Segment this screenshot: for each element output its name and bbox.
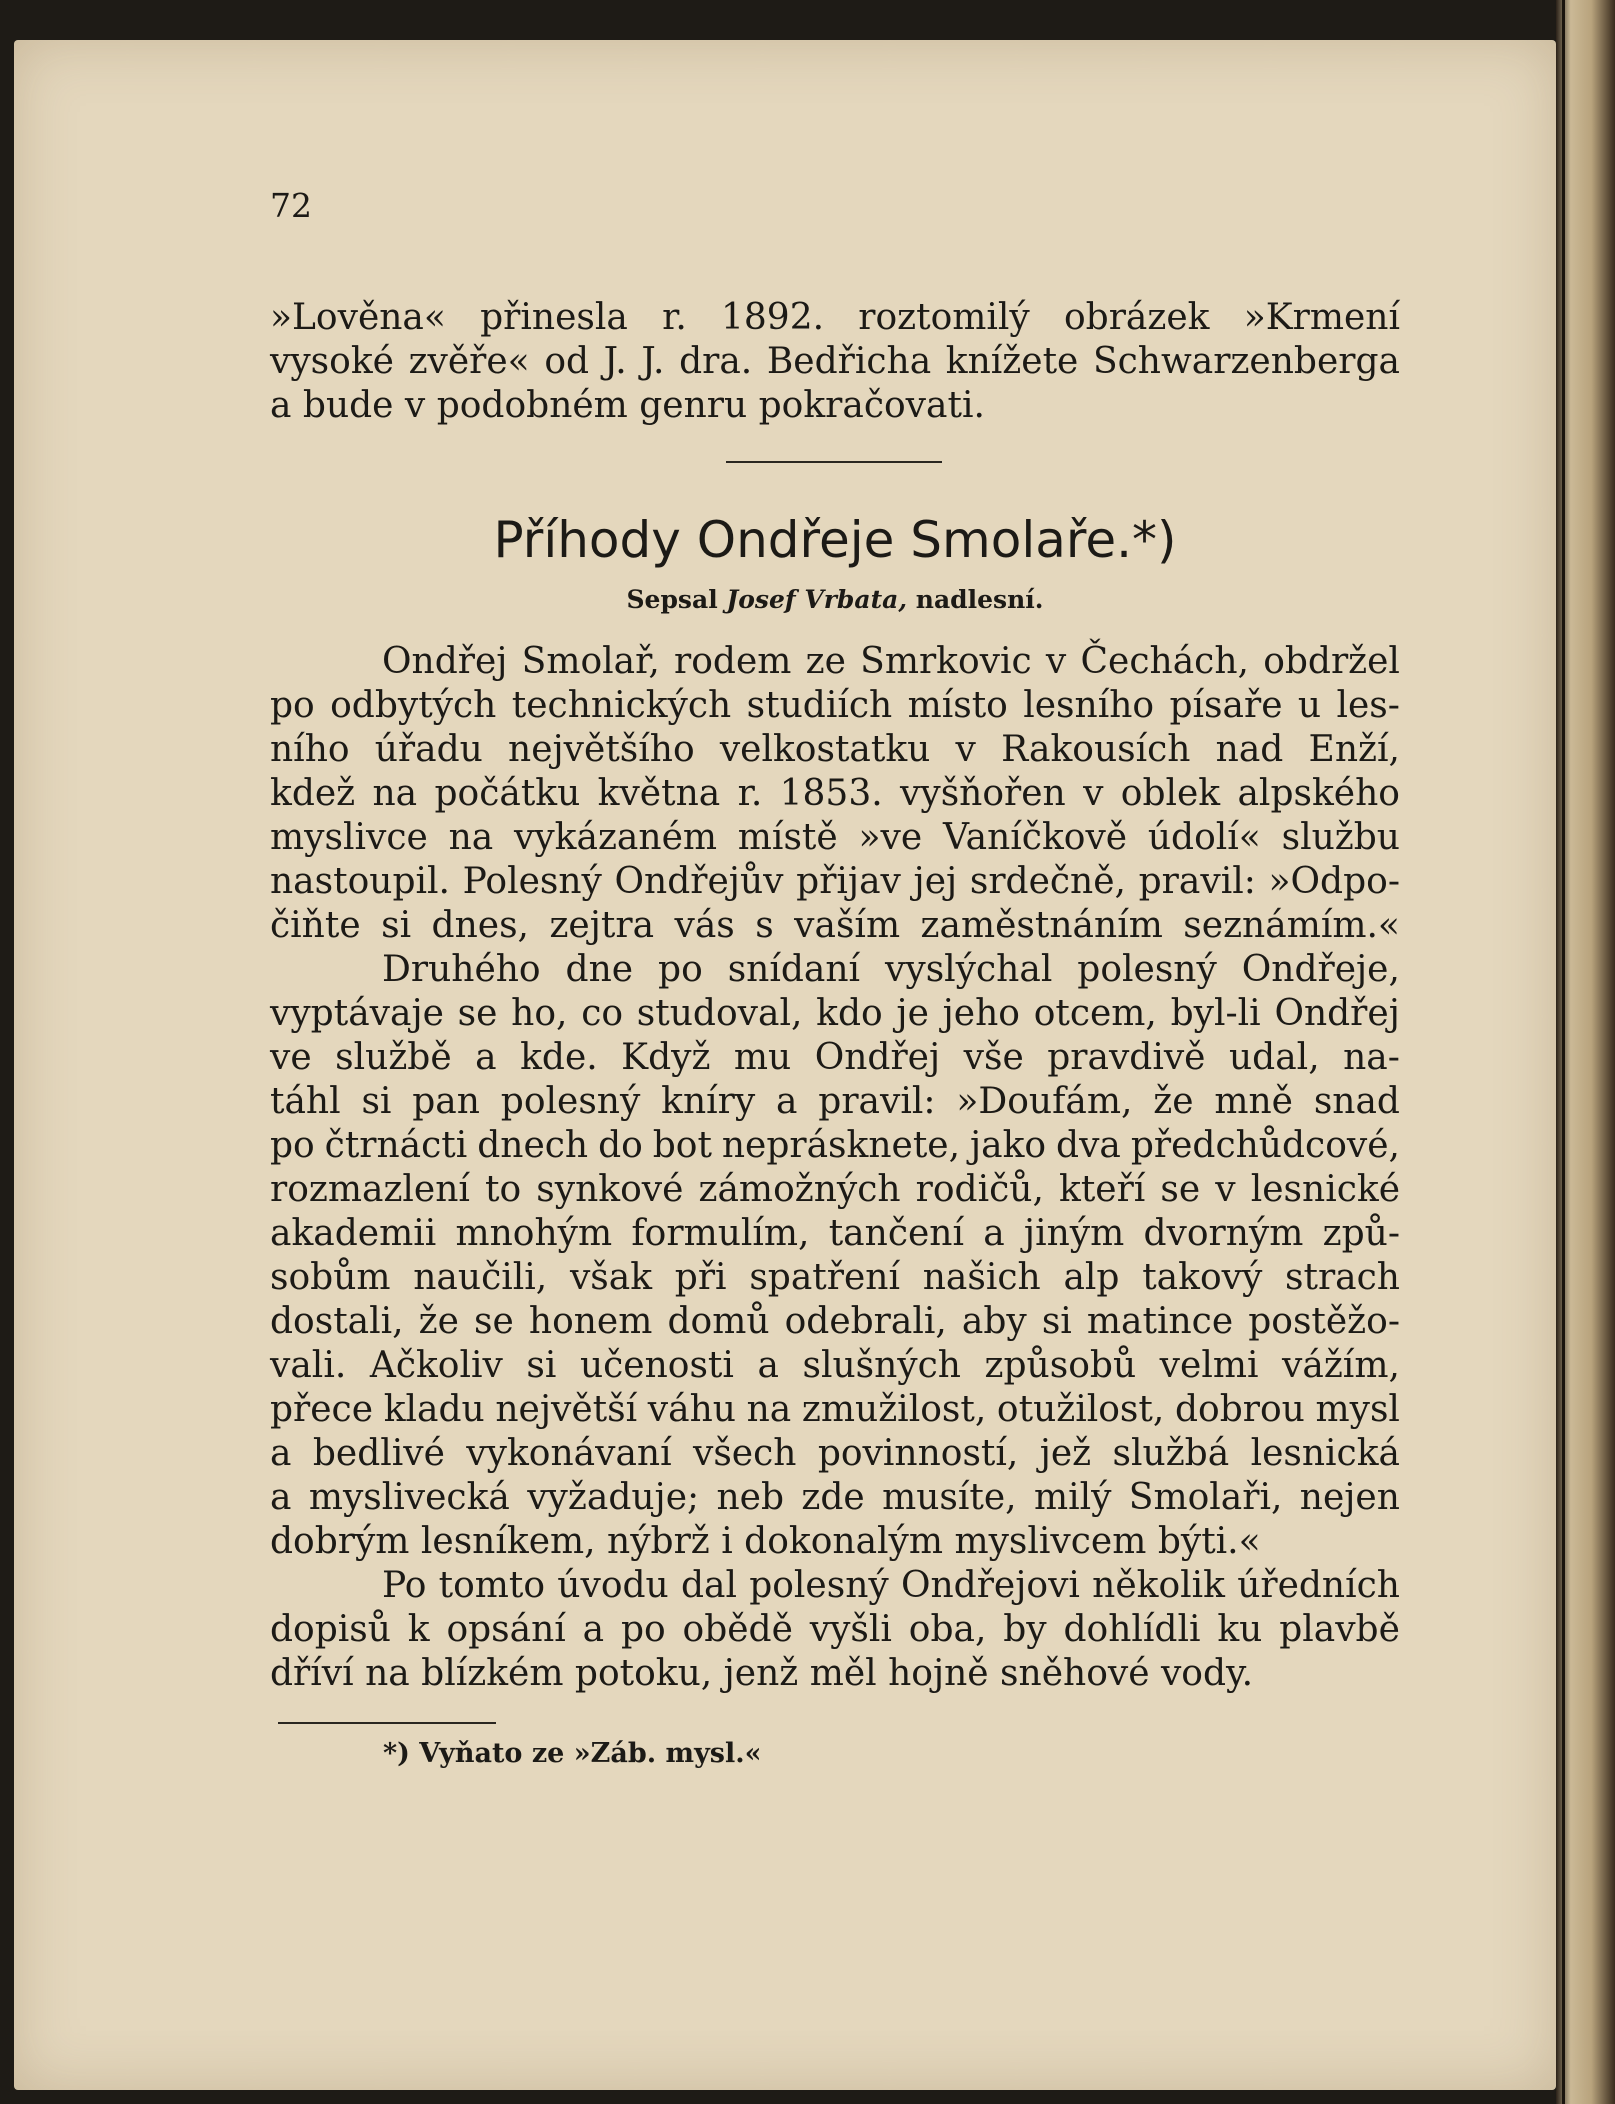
body-line: čiňte si dnes, zejtra vás s vaším zaměstnáním seznámím.« bbox=[270, 905, 1400, 946]
intro-line: a bude v podobném genru pokračovati. bbox=[270, 385, 985, 426]
intro-line: vysoké zvěře« od J. J. dra. Bedřicha knížete Schwarzenberga bbox=[270, 341, 1400, 382]
body-line: po čtrnácti dnech do bot neprásknete, jako dva předchůdcové, bbox=[270, 1125, 1400, 1166]
spine-edge bbox=[1562, 0, 1565, 2104]
body-line: dobrým lesníkem, nýbrž i dokonalým myslivcem býti.« bbox=[270, 1521, 1261, 1562]
body-line: sobům naučili, však při spatření našich alp takový strach bbox=[270, 1257, 1400, 1298]
body-line: ního úřadu největšího velkostatku v Rakousích nad Enží, bbox=[270, 729, 1400, 770]
footnote-rule bbox=[278, 1722, 496, 1724]
footnote: *) Vyňato ze »Záb. mysl.« bbox=[383, 1738, 762, 1769]
intro-line: »Lověna« přinesla r. 1892. roztomilý obrázek »Krmení bbox=[270, 297, 1400, 338]
body-line: po odbytých technických studiích místo lesního písaře u les- bbox=[270, 685, 1400, 726]
body-line: ve službě a kde. Když mu Ondřej vše pravdivě udal, na- bbox=[270, 1037, 1400, 1078]
body-line: Po tomto úvodu dal polesný Ondřejovi několik úředních bbox=[382, 1565, 1400, 1606]
body-line: dostali, že se honem domů odebrali, aby si matince postěžo- bbox=[270, 1301, 1400, 1342]
article-title: Příhody Ondřeje Smolaře.*) bbox=[493, 511, 1177, 569]
section-separator bbox=[726, 461, 942, 463]
body-line: dříví na blízkém potoku, jenž měl hojně sněhové vody. bbox=[270, 1653, 1254, 1694]
body-line: nastoupil. Polesný Ondřejův přijav jej srdečně, pravil: »Odpo- bbox=[270, 861, 1400, 902]
author-name: Josef Vrbata, bbox=[726, 585, 908, 614]
intro-paragraph bbox=[270, 296, 1400, 428]
body-line: dopisů k opsání a po obědě vyšli oba, by dohlídli ku plavbě bbox=[270, 1609, 1400, 1650]
body-line: Druhého dne po snídaní vyslýchal polesný Ondřeje, bbox=[382, 949, 1400, 990]
body-line: a bedlivé vykonávaní všech povinností, jež službá lesnická bbox=[270, 1433, 1400, 1474]
article-byline bbox=[270, 585, 1400, 614]
body-line: Ondřej Smolař, rodem ze Smrkovic v Čechách, obdržel bbox=[382, 641, 1400, 682]
article-body bbox=[270, 640, 1400, 1696]
body-line: kdež na počátku května r. 1853. vyšňořen v oblek alpského bbox=[270, 773, 1400, 814]
byline-prefix: Sepsal bbox=[626, 585, 718, 614]
body-line: myslivce na vykázaném místě »ve Vaníčkově údolí« službu bbox=[270, 817, 1400, 858]
body-line: táhl si pan polesný kníry a pravil: »Doufám, že mně snad bbox=[270, 1081, 1400, 1122]
body-line: akademii mnohým formulím, tančení a jiným dvorným způ- bbox=[270, 1213, 1400, 1254]
page-number: 72 bbox=[270, 186, 312, 225]
body-line: rozmazlení to synkové zámožných rodičů, kteří se v lesnické bbox=[270, 1169, 1400, 1210]
book-spine bbox=[1556, 0, 1615, 2104]
byline-suffix: nadlesní. bbox=[915, 585, 1044, 614]
body-line: vali. Ačkoliv si učenosti a slušných způsobů velmi vážím, bbox=[270, 1345, 1400, 1386]
body-line: a myslivecká vyžaduje; neb zde musíte, milý Smolaři, nejen bbox=[270, 1477, 1400, 1518]
body-line: vyptávaje se ho, co studoval, kdo je jeho otcem, byl-li Ondřej bbox=[270, 993, 1400, 1034]
body-line: přece kladu největší váhu na zmužilost, otužilost, dobrou mysl bbox=[270, 1389, 1400, 1430]
